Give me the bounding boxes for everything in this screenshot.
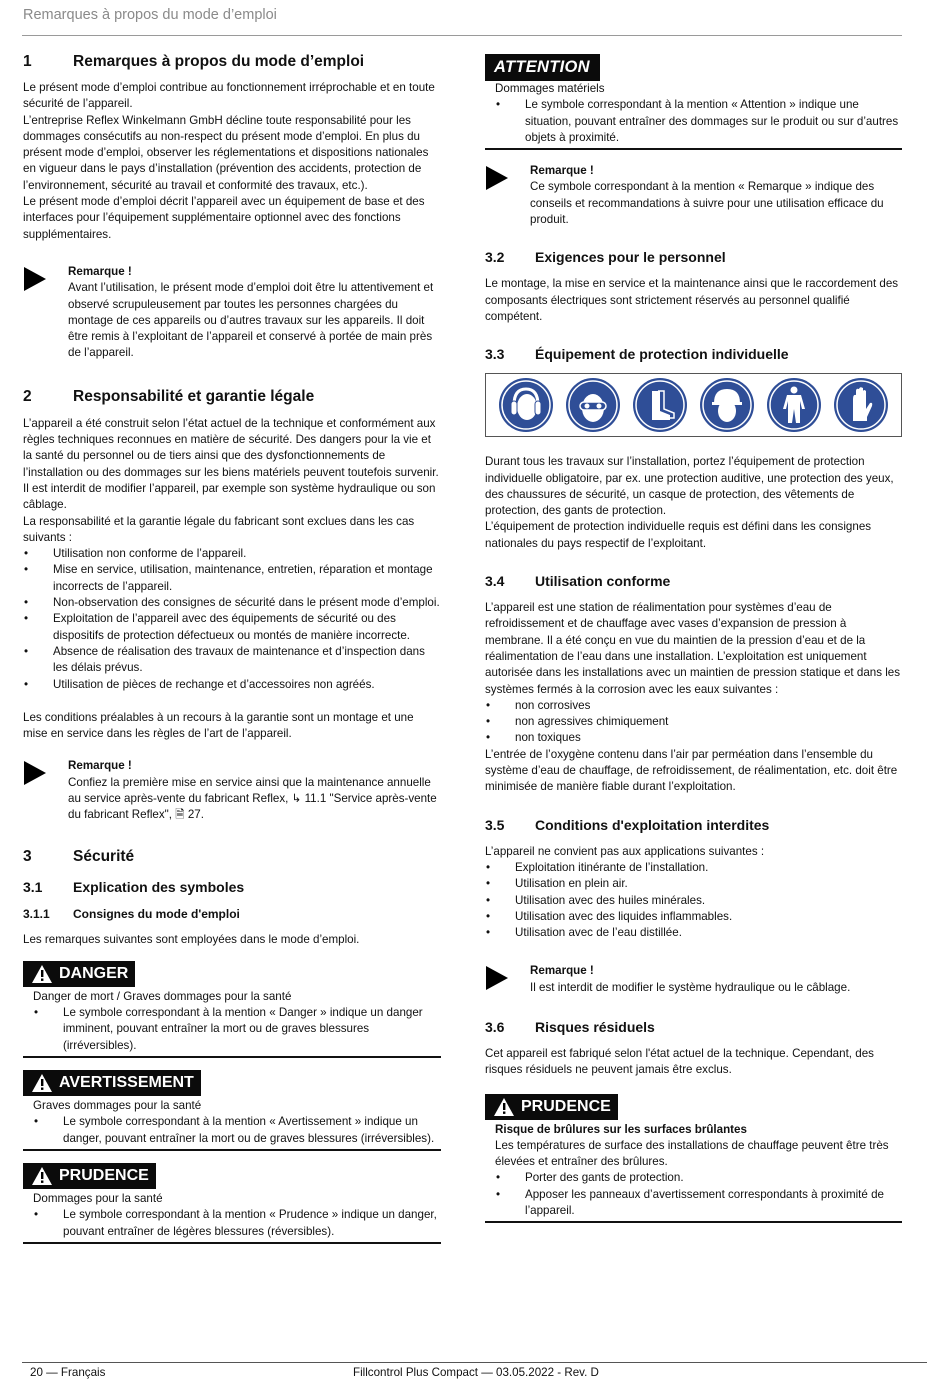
section-3-3-heading (485, 345, 902, 363)
warning-subtitle: Graves dommages pour la santé (33, 1099, 202, 1113)
note-sec3-5 (485, 963, 902, 996)
caution-badge (485, 1094, 618, 1120)
section-3-number: 3 (23, 847, 32, 865)
caution-box (23, 1163, 441, 1244)
section-3-heading (23, 847, 441, 867)
list-item: • Utilisation en plein air. (485, 876, 902, 892)
sec3-2-text: Le montage, la mise en service et la maintenance ainsi que le raccordement des composants électriques sont strictement réservés au personnel qualifié compétent. (485, 277, 899, 323)
protective-clothing-icon (766, 377, 822, 433)
sec3-3-para-1: Durant tous les travaux sur l’installation, portez l’équipement de protection individuelle obligatoire, par ex. une protection auditive, une protection des yeux, des chaussures de sécurité, un casque de protection, des vêtements de protection, des gants de protection. (485, 455, 894, 518)
attention-subtitle: Dommages matériels (495, 82, 605, 95)
note-sec1 (23, 264, 441, 362)
safety-boots-icon (632, 377, 688, 433)
list-item: • Le symbole correspondant à la mention « Attention » indique une situation, pouvant entraîner des dommages sur le produit ou sur d’autres objets à proximité. (495, 97, 902, 146)
list-item: • Non-observation des consignes de sécurité dans le présent mode d’emploi. (23, 595, 441, 611)
section-number: 3.6 (485, 1018, 505, 1035)
list-item: • Exploitation de l’appareil avec des équipements de sécurité ou des dispositifs de protection défectueux ou montés de manière incorrecte. (23, 611, 441, 644)
play-triangle-icon (485, 165, 509, 191)
page-ref-icon: 🗎 (175, 808, 185, 822)
note-title: Remarque ! (68, 264, 132, 278)
warning-badge (23, 1070, 201, 1096)
running-header: Remarques à propos du mode d’emploi (23, 7, 277, 23)
list-item: • Exploitation itinérante de l’installation. (485, 860, 902, 876)
section-number: 3.1 (23, 878, 43, 895)
section-3-1-1-heading (23, 906, 441, 922)
note-text: Il est interdit de modifier le système hydraulique ou le câblage. (530, 980, 851, 994)
caution-badge (23, 1163, 156, 1189)
section-title: Consignes du mode d'emploi (73, 906, 240, 921)
section-number: 3.1.1 (23, 906, 50, 921)
caution-subtitle: Risque de brûlures sur les surfaces brûlantes (495, 1122, 747, 1136)
note-text-part: Confiez la première mise en service ainsi que la maintenance annuelle au service après-vente du fabricant Reflex, (68, 775, 431, 805)
section-2-title: Responsabilité et garantie légale (73, 387, 315, 405)
header-rule (22, 35, 902, 36)
section-1-number: 1 (23, 53, 32, 70)
play-triangle-icon (23, 760, 47, 786)
danger-label: DANGER (59, 964, 129, 982)
forbidden-uses-list (485, 860, 902, 941)
sec2-exclusions-list (23, 546, 441, 693)
section-2-number: 2 (23, 387, 32, 405)
caution-label: PRUDENCE (59, 1166, 149, 1184)
section-title: Risques résiduels (535, 1018, 655, 1035)
section-title: Explication des symboles (73, 878, 245, 895)
sec3-6-para-1: Cet appareil est fabriqué selon l'état actuel de la technique. Cependant, des risques résiduels ne peuvent jamais être exclus. (485, 1046, 874, 1077)
sec3-4-para-2: L’entrée de l’oxygène contenu dans l’air par perméation dans l’ensemble du système d’eau de chauffage, de refroidissement, de réalimentation, etc. doit être minimisée de manière fiable durant l’exploitation. (485, 747, 898, 794)
list-item: • Le symbole correspondant à la mention « Prudence » indique un danger, pouvant entraîner de légères blessures (réversibles). (33, 1207, 441, 1240)
section-title: Équipement de protection individuelle (535, 346, 789, 363)
remark-box (485, 163, 902, 228)
list-item: • Utilisation non conforme de l’appareil. (23, 546, 441, 562)
list-item: • non agressives chimiquement (485, 714, 902, 730)
sec2-para-4: Les conditions préalables à un recours à la garantie sont un montage et une mise en service dans les règles de l’art de l’appareil. (23, 710, 414, 741)
caution-label: PRUDENCE (521, 1097, 611, 1115)
sec2-para-3: La responsabilité et la garantie légale du fabricant sont exclues dans les cas suivants : (23, 514, 415, 544)
list-item: • Mise en service, utilisation, maintenance, entretien, réparation et montage incorrects de l’appareil. (23, 562, 441, 595)
section-number: 3.2 (485, 249, 505, 266)
section-number: 3.4 (485, 573, 505, 590)
footer-rule (22, 1362, 927, 1363)
section-3-6-heading (485, 1018, 902, 1036)
gloves-icon (833, 377, 889, 433)
right-column (485, 50, 902, 1223)
water-types-list (485, 698, 902, 747)
note-title: Remarque ! (530, 164, 594, 178)
warning-triangle-icon (31, 1073, 53, 1093)
left-column (23, 50, 441, 1244)
list-item: • Apposer les panneaux d’avertissement correspondants à proximité de l’appareil. (495, 1187, 902, 1220)
caution-subtitle: Dommages pour la santé (33, 1191, 163, 1205)
section-3-5-heading (485, 816, 902, 834)
list-item: • Utilisation avec de l’eau distillée. (485, 925, 902, 941)
sec1-para-2: L’entreprise Reflex Winkelmann GmbH décline toute responsabilité pour les dommages consécutifs au non-respect du présent mode d’emploi. En plus du présent mode d’emploi, observer les réglementations et dispositions nationales en vigueur dans le pays d’installation (prévention des accidents, protection de l’environnement, sécurité au travail et conformité des travaux, etc.). (23, 113, 429, 192)
danger-badge (23, 961, 135, 987)
cross-reference-link[interactable]: 11.1 "Service après-vente du fabricant Reflex" (68, 791, 437, 822)
note-text: Avant l’utilisation, le présent mode d’emploi doit être lu attentivement et observé scrupuleusement par toutes les personnes chargées du montage de ces appareils ou d’autres travaux sur les appareils. Il doit être remis à l’exploitant de l’appareil et conservé à portée de main près de l’appareil. (68, 281, 434, 360)
sec1-para-3: Le présent mode d’emploi décrit l’appareil avec un équipement de base et des interfaces pour l’équipement supplémentaire optionnel avec des fonctions supplémentaires. (23, 195, 425, 241)
list-item: • Utilisation de pièces de rechange et d’accessoires non agréés. (23, 677, 441, 693)
ear-protection-icon (498, 377, 554, 433)
list-item: • Utilisation avec des liquides inflammables. (485, 909, 902, 925)
warning-triangle-icon (493, 1097, 515, 1117)
section-title: Exigences pour le personnel (535, 249, 726, 266)
attention-badge: ATTENTION (485, 54, 600, 81)
warning-box (23, 1070, 441, 1151)
section-title: Utilisation conforme (535, 573, 671, 590)
section-number: 3.5 (485, 816, 505, 833)
ppe-icons-panel (485, 373, 902, 437)
note-title: Remarque ! (68, 759, 132, 773)
sec1-para-1: Le présent mode d’emploi contribue au fonctionnement irréprochable et en toute sécurité de l’appareil. (23, 81, 435, 111)
play-triangle-icon (485, 965, 509, 991)
helmet-icon (699, 377, 755, 433)
section-1-title: Remarques à propos du mode d’emploi (73, 53, 365, 70)
footer-document-info: Fillcontrol Plus Compact — 03.05.2022 - Rev. D (353, 1366, 599, 1379)
section-3-title: Sécurité (73, 847, 135, 865)
warning-triangle-icon (31, 1166, 53, 1186)
list-item: • non toxiques (485, 730, 902, 746)
section-2-heading (23, 387, 441, 407)
cross-ref-icon: ↳ (291, 791, 302, 805)
note-title: Remarque ! (530, 964, 594, 978)
sec3-3-para-2: L’équipement de protection individuelle requis est défini dans les consignes nationales du pays respectif de l’exploitant. (485, 520, 872, 550)
note-text: Ce symbole correspondant à la mention « Remarque » indique des conseils et recommandations à suivre pour une utilisation efficace du produit. (530, 180, 884, 227)
section-number: 3.3 (485, 346, 505, 363)
section-1-heading (23, 52, 441, 72)
list-item: • Porter des gants de protection. (495, 1170, 902, 1186)
page-reference[interactable]: 27. (187, 808, 204, 822)
sec3-intro: Les remarques suivantes sont employées dans le mode d’emploi. (23, 932, 360, 946)
note-sec2 (23, 758, 441, 823)
danger-box (23, 961, 441, 1058)
sec3-5-para-1: L’appareil ne convient pas aux applications suivantes : (485, 844, 765, 858)
section-3-2-heading (485, 248, 902, 266)
footer-page-info: 20 — Français (30, 1366, 106, 1379)
note-text: Confiez la première mise en service ainsi que la maintenance annuelle au service après-vente du fabricant Reflex, ↳ 11.1 "Service après-vente du fabricant Reflex", 🗎 27. (68, 775, 437, 822)
section-3-1-heading (23, 878, 441, 896)
attention-box (485, 54, 902, 150)
sec2-para-2: Il est interdit de modifier l’appareil, par exemple son système hydraulique ou son câblage. (23, 481, 436, 512)
burn-caution-box (485, 1094, 902, 1224)
list-item: • non corrosives (485, 698, 902, 714)
warning-label: AVERTISSEMENT (59, 1074, 194, 1092)
play-triangle-icon (23, 266, 47, 292)
warning-triangle-icon (31, 964, 53, 984)
list-item: • Le symbole correspondant à la mention « Avertissement » indique un danger, pouvant entraîner la mort ou de graves blessures (irréversibles). (33, 1114, 441, 1147)
danger-subtitle: Danger de mort / Graves dommages pour la santé (33, 989, 292, 1003)
caution-text: Les températures de surface des installations de chauffage peuvent être très élevées et entraîner des brûlures. (495, 1138, 889, 1169)
section-3-4-heading (485, 572, 902, 590)
list-item: • Utilisation avec des huiles minérales. (485, 893, 902, 909)
sec2-para-1: L’appareil a été construit selon l’état actuel de la technique et conformément aux règles techniques reconnues en matière de sécurité. Des dangers pour la vie et la santé du personnel ou de tiers ainsi que des dysfonctionnements de l’installation ou des dommages sur les biens matériels peuvent toutefois survenir. (23, 416, 439, 479)
list-item: • Absence de réalisation des travaux de maintenance et d’inspection dans les délais prévus. (23, 644, 441, 677)
eye-protection-icon (565, 377, 621, 433)
list-item: • Le symbole correspondant à la mention « Danger » indique un danger imminent, pouvant entraîner la mort ou de graves blessures (irréversibles). (33, 1005, 441, 1054)
section-title: Conditions d'exploitation interdites (535, 816, 770, 833)
sec3-4-para-1: L’appareil est une station de réalimentation pour systèmes d’eau de refroidissement et de chauffage avec vases d’expansion de pression à membrane. Il a été conçu en vue du maintien de la pression d’eau et de la réalimentation de l’eau dans une installation. L’exploitation est uniquement autorisée dans les installations avec un maintien de pression statique et dans les systèmes fermés à la corrosion avec les eaux suivantes : (485, 601, 901, 696)
